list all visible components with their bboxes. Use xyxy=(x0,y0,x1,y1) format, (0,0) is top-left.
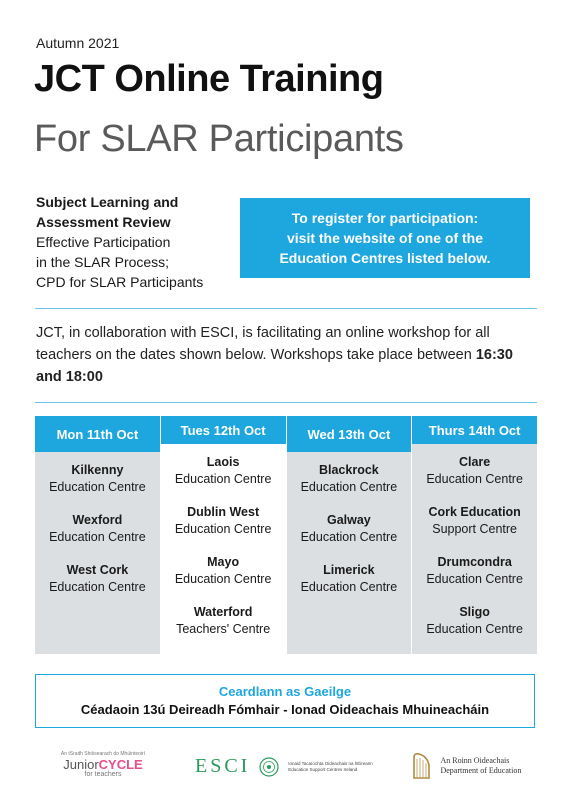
subject-bold-line-1: Subject Learning and xyxy=(36,194,179,210)
esci-tagline-irish: Ionaid Tacaíochta Oideachais na hÉireann xyxy=(288,760,373,766)
venue-name: Drumcondra xyxy=(437,555,512,569)
venue-type: Education Centre xyxy=(300,480,398,494)
harp-icon xyxy=(410,751,432,781)
day-header: Wed 13th Oct xyxy=(287,416,412,452)
venue-cell xyxy=(161,454,286,504)
venue-name: Sligo xyxy=(459,605,490,619)
doe-wordmark xyxy=(440,756,521,776)
venue-cell xyxy=(412,604,537,654)
venue-cell xyxy=(35,512,160,562)
divider-bottom xyxy=(35,402,537,403)
day-header: Thurs 14th Oct xyxy=(412,416,537,444)
jct-subtitle: for teachers xyxy=(84,771,122,778)
esci-tagline xyxy=(288,761,388,773)
jct-irish-tagline: An tSraith Shóisearach do Mhúinteoirí xyxy=(60,751,146,757)
venue-cell xyxy=(287,562,412,612)
venue-type: Education Centre xyxy=(49,580,146,594)
venue-cell xyxy=(412,454,537,504)
venue-cell xyxy=(161,504,286,554)
venue-name: West Cork xyxy=(66,563,129,577)
venue-name: Laois xyxy=(206,455,240,469)
venue-type: Education Centre xyxy=(174,472,272,486)
venue-name: Dublin West xyxy=(187,505,260,519)
schedule-column-tue xyxy=(161,416,286,654)
intro-paragraph xyxy=(36,322,541,388)
season-label: Autumn 2021 xyxy=(36,35,120,51)
intro-text: JCT, in collaboration with ESCI, is facilitating an online workshop for all teachers on the dates shown below. Workshops take place between xyxy=(36,325,490,363)
venue-type: Education Centre xyxy=(49,530,146,544)
register-line-3: Education Centres listed below. xyxy=(279,250,491,266)
register-callout xyxy=(240,198,530,278)
venue-type: Education Centre xyxy=(300,530,398,544)
doe-english-name: Department of Education xyxy=(440,766,522,775)
irish-workshop-details: Céadaoin 13ú Deireadh Fómhair - Ionad Oideachais Mhuineacháin xyxy=(80,702,490,717)
venue-type: Education Centre xyxy=(174,572,272,586)
jct-junior: Junior xyxy=(63,757,99,772)
workshop-time: 16:30 and 18:00 xyxy=(36,347,513,385)
venue-name: Clare xyxy=(458,455,491,469)
venue-cell xyxy=(287,512,412,562)
esci-logo xyxy=(195,755,388,778)
day-header: Tues 12th Oct xyxy=(161,416,286,444)
venue-name: Cork Education xyxy=(428,505,521,519)
venue-type: Support Centre xyxy=(432,522,518,536)
venue-name: Blackrock xyxy=(318,463,379,477)
schedule-column-mon xyxy=(35,416,160,654)
venue-cell xyxy=(161,554,286,604)
schedule-column-wed xyxy=(287,416,412,654)
esci-tagline-english: Education Support Centres Ireland xyxy=(288,766,358,772)
venue-name: Mayo xyxy=(207,555,240,569)
venue-name: Kilkenny xyxy=(71,463,124,477)
esci-wordmark: ESCI xyxy=(195,755,251,777)
divider-top xyxy=(35,308,537,309)
venue-type: Education Centre xyxy=(426,472,523,486)
esci-seal-icon xyxy=(259,757,279,777)
register-line-2: visit the website of one of the xyxy=(286,230,484,246)
venue-type: Education Centre xyxy=(49,480,146,494)
jct-wordmark xyxy=(58,757,148,772)
venue-cell xyxy=(35,462,160,512)
page-subtitle: For SLAR Participants xyxy=(34,118,404,160)
department-of-education-logo xyxy=(410,751,521,781)
irish-workshop-box xyxy=(35,674,535,728)
junior-cycle-logo xyxy=(58,751,148,778)
subject-line-3: Effective Participation xyxy=(36,234,171,250)
subject-bold-line-2: Assessment Review xyxy=(36,214,171,230)
venue-type: Education Centre xyxy=(426,572,523,586)
venue-name: Waterford xyxy=(193,605,253,619)
venue-type: Education Centre xyxy=(174,522,272,536)
venue-type: Education Centre xyxy=(426,622,523,636)
venue-cell xyxy=(412,554,537,604)
subject-description xyxy=(36,192,246,292)
venue-name: Galway xyxy=(326,513,371,527)
venue-name: Wexford xyxy=(72,513,123,527)
venue-type: Teachers' Centre xyxy=(176,622,271,636)
schedule-column-thu xyxy=(412,416,537,654)
irish-workshop-title: Ceardlann as Gaeilge xyxy=(218,684,352,699)
venue-type: Education Centre xyxy=(300,580,398,594)
subject-line-4: in the SLAR Process; xyxy=(36,254,170,270)
venue-cell xyxy=(161,604,286,654)
venue-cell xyxy=(35,562,160,612)
register-line-1: To register for participation: xyxy=(291,210,479,226)
schedule-table xyxy=(35,416,537,654)
day-header: Mon 11th Oct xyxy=(35,416,160,452)
venue-name: Limerick xyxy=(323,563,375,577)
logo-strip xyxy=(0,745,573,790)
doe-irish-name: An Roinn Oideachais xyxy=(440,756,510,765)
venue-cell xyxy=(412,504,537,554)
jct-cycle: CYCLE xyxy=(98,757,143,772)
venue-cell xyxy=(287,462,412,512)
subject-line-5: CPD for SLAR Participants xyxy=(36,274,204,290)
page-title: JCT Online Training xyxy=(34,58,384,100)
